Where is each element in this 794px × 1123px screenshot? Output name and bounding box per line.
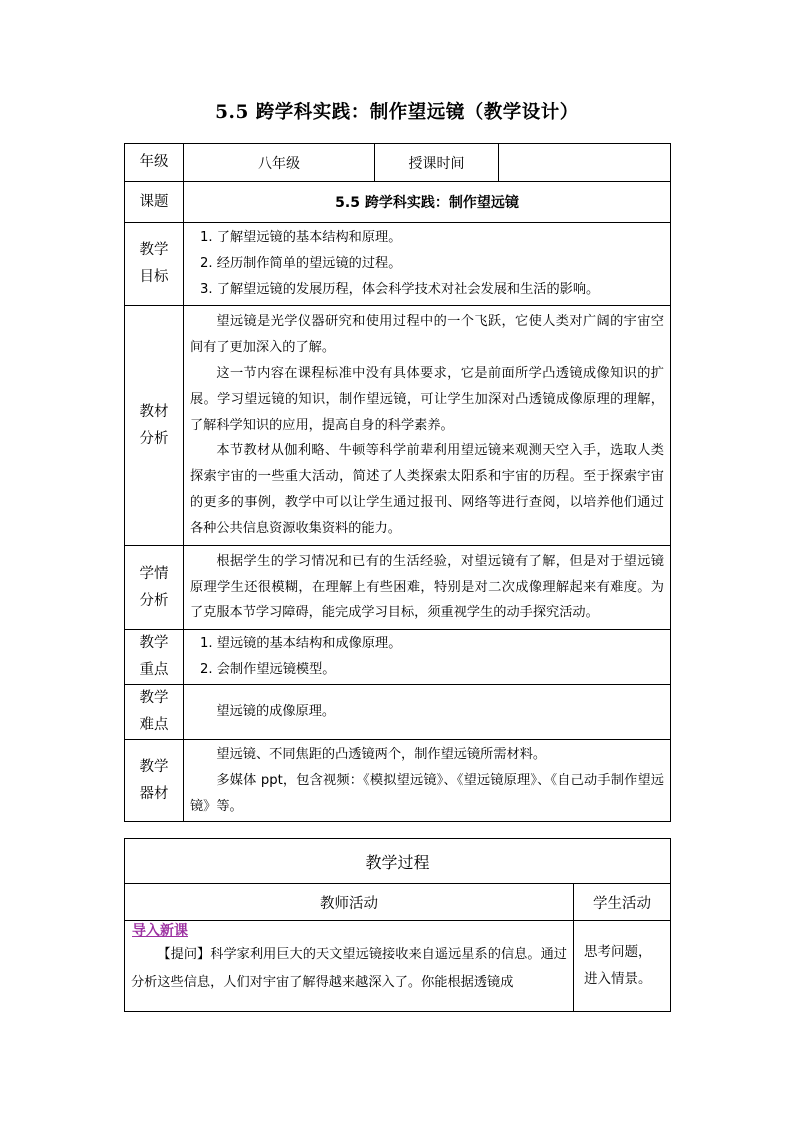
- topic-label: 课题: [125, 182, 184, 223]
- key-points-row: [125, 630, 671, 685]
- process-header-row: [125, 884, 671, 921]
- equipment-label-line1: 教学: [139, 758, 169, 775]
- student-activity-text: 思考问题，进入情景。: [584, 944, 652, 987]
- material-row: [125, 306, 671, 546]
- student-activity-cell: [574, 921, 671, 1012]
- student-activity-header: 学生活动: [574, 884, 671, 921]
- teacher-activity-cell: [125, 921, 574, 1012]
- difficulty-label-line2: 难点: [139, 717, 169, 733]
- difficulty-label: [125, 685, 184, 740]
- key-point-item: 2. 会制作望远镜模型。: [200, 662, 336, 677]
- time-label: 授课时间: [375, 144, 499, 182]
- equipment-paragraph: 望远镜、不同焦距的凸透镜两个，制作望远镜所需材料。: [216, 747, 547, 762]
- equipment-label-line2: 器材: [139, 785, 169, 802]
- student-label-line1: 学情: [139, 565, 169, 582]
- material-cell: [184, 306, 671, 546]
- key-points-label: [125, 630, 184, 685]
- key-point-item: 1. 望远镜的基本结构和成像原理。: [200, 636, 402, 651]
- difficulty-cell: [184, 685, 671, 740]
- goal-item: 1. 了解望远镜的基本结构和原理。: [200, 230, 402, 245]
- goals-row: [125, 223, 671, 306]
- student-analysis-label: [125, 546, 184, 630]
- process-title-row: [125, 839, 671, 884]
- document-title: 5.5 跨学科实践：制作望远镜（教学设计）: [215, 102, 579, 123]
- material-label: [125, 306, 184, 546]
- goals-label-line1: 教学: [139, 242, 169, 258]
- equipment-row: [125, 740, 671, 822]
- material-label-line1: 教材: [139, 403, 169, 420]
- difficulty-text: 望远镜的成像原理。: [216, 704, 336, 720]
- time-value: [499, 144, 671, 182]
- grade-label: 年级: [125, 144, 184, 182]
- material-paragraph: 本节教材从伽利略、牛顿等科学前辈利用望远镜来观测天空入手，选取人类探索宇宙的一些重大活动，简述了人类探索太阳系和宇宙的历程。至于探索宇宙的更多的事例，教学中可以让学生通过报刊、网络等进行查阅，以培养他们通过各种公共信息资源收集资料的能力。: [190, 443, 664, 536]
- grade-row: [125, 144, 671, 182]
- student-analysis-row: [125, 546, 671, 630]
- intro-row: [125, 921, 671, 1012]
- topic-row: [125, 182, 671, 223]
- student-analysis-paragraph: 根据学生的学习情况和已有的生活经验，对望远镜有了解，但是对于望远镜原理学生还很模糊，在理解上有些困难，特别是对二次成像理解起来有难度。为了克服本节学习障碍，能完成学习目标，须重视学生的动手探究活动。: [190, 553, 664, 621]
- difficulty-label-line1: 教学: [139, 690, 169, 706]
- goals-cell: [184, 223, 671, 306]
- material-label-line2: 分析: [139, 430, 169, 447]
- material-paragraph: 这一节内容在课程标准中没有具体要求，它是前面所学凸透镜成像知识的扩展。学习望远镜的知识，制作望远镜，可让学生加深对凸透镜成像原理的理解，了解科学知识的应用，提高自身的科学素养。: [190, 366, 664, 433]
- key-label-line2: 重点: [139, 662, 169, 678]
- process-title: 教学过程: [125, 839, 671, 884]
- student-label-line2: 分析: [139, 592, 169, 609]
- intro-section-link[interactable]: 导入新课: [132, 923, 188, 939]
- goals-label-line2: 目标: [139, 269, 169, 285]
- goal-item: 2. 经历制作简单的望远镜的过程。: [200, 256, 402, 271]
- teacher-activity-header: 教师活动: [125, 884, 574, 921]
- equipment-label: [125, 740, 184, 822]
- lesson-info-table: [124, 143, 671, 822]
- key-label-line1: 教学: [139, 635, 169, 651]
- material-paragraph: 望远镜是光学仪器研究和使用过程中的一个飞跃，它使人类对广阔的宇宙空间有了更加深入的了解。: [190, 314, 664, 356]
- student-analysis-cell: [184, 546, 671, 630]
- equipment-cell: [184, 740, 671, 822]
- goals-label: [125, 223, 184, 306]
- key-points-cell: [184, 630, 671, 685]
- goal-item: 3. 了解望远镜的发展历程，体会科学技术对社会发展和生活的影响。: [200, 282, 600, 297]
- teaching-process-table: [124, 838, 671, 1012]
- difficulty-row: [125, 685, 671, 740]
- topic-value: 5.5 跨学科实践：制作望远镜: [184, 182, 671, 223]
- equipment-paragraph: 多媒体 ppt，包含视频：《模拟望远镜》、《望远镜原理》、《自己动手制作望远镜》等。: [190, 772, 664, 814]
- teacher-activity-text: 【提问】科学家利用巨大的天文望远镜接收来自遥远星系的信息。通过分析这些信息，人们对宇宙了解得越来越深入了。你能根据透镜成: [131, 947, 567, 990]
- grade-value: 八年级: [184, 144, 375, 182]
